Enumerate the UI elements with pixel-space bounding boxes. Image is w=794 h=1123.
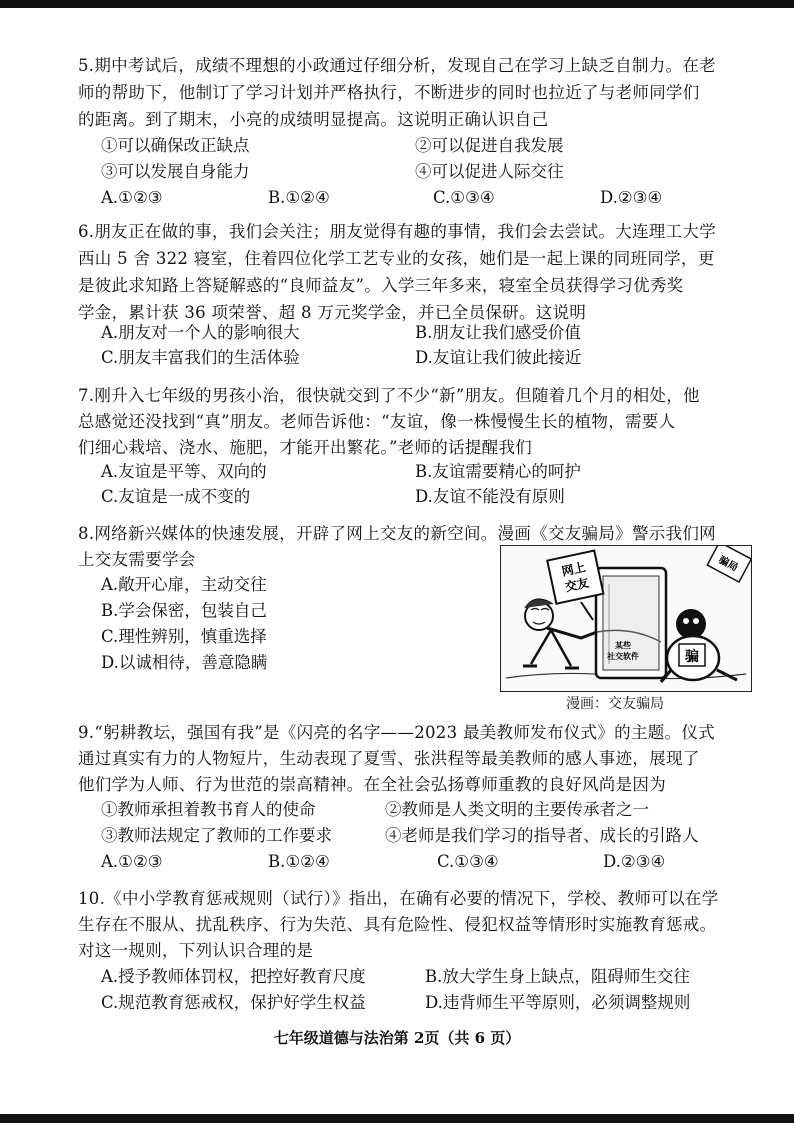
question-8-choice-d: D.以诚相待，善意隐瞒 — [101, 653, 268, 672]
question-9-item: ②教师是人类文明的主要传承者之一 — [385, 800, 649, 819]
question-9-item: ①教师承担着教书育人的使命 — [101, 800, 316, 819]
question-7-stem: 们细心栽培、浇水、施肥，才能开出繁花。”老师的话提醒我们 — [78, 438, 533, 457]
cartoon-illustration — [500, 545, 752, 692]
question-9-item: ③教师法规定了教师的工作要求 — [101, 826, 332, 845]
question-5-item: ③可以发展自身能力 — [101, 162, 250, 181]
question-6-choice-d: D.友谊让我们彼此接近 — [415, 348, 582, 367]
question-7-choice-d: D.友谊不能没有原则 — [415, 487, 565, 506]
cartoon-bag-label: 骗 — [685, 649, 699, 665]
cartoon-drawing — [501, 546, 751, 691]
question-5-choice-c: C.①③④ — [433, 188, 495, 207]
question-9-stem: 9.“躬耕教坛，强国有我”是《闪亮的名字——2023 最美教师发布仪式》的主题。仪式 — [78, 723, 715, 742]
question-5-stem: 师的帮助下，他制订了学习计划并严格执行，不断进步的同时也拉近了与老师同学们 — [78, 83, 700, 102]
cartoon-screen-label: 社交软件 — [607, 652, 639, 661]
question-9-choice-c: C.①③④ — [437, 852, 499, 871]
question-9-stem: 他们学为人师、行为世范的崇高精神。在全社会弘扬尊师重教的良好风尚是因为 — [78, 775, 666, 794]
question-10-choice-a: A.授予教师体罚权，把控好教育尺度 — [101, 967, 366, 986]
question-5-choice-d: D.②③④ — [600, 188, 663, 207]
question-8-stem: 上交友需要学会 — [78, 550, 196, 569]
question-8-choice-c: C.理性辨别，慎重选择 — [101, 627, 267, 646]
question-8-choice-b: B.学会保密，包装自己 — [101, 601, 267, 620]
question-7-choice-a: A.友谊是平等、双向的 — [101, 462, 267, 481]
cartoon-caption: 漫画：交友骗局 — [566, 696, 664, 712]
question-10-stem: 对这一规则，下列认识合理的是 — [78, 941, 314, 960]
question-9-item: ④老师是我们学习的指导者、成长的引路人 — [385, 826, 699, 845]
question-7-choice-b: B.友谊需要精心的呵护 — [415, 462, 581, 481]
question-5-item: ④可以促进人际交往 — [415, 162, 564, 181]
cartoon-screen-label: 某些 — [615, 641, 631, 650]
question-10-choice-b: B.放大学生身上缺点，阻碍师生交往 — [425, 967, 690, 986]
question-6-stem: 西山 5 舍 322 寝室，住着四位化学工艺专业的女孩，她们是一起上课的同班同学，更 — [78, 249, 715, 268]
cartoon-corner-label: 骗局 — [716, 554, 740, 574]
question-9-stem: 通过真实有力的人物短片，生动表现了夏雪、张洪程等最美教师的感人事迹，展现了 — [78, 749, 700, 768]
bottom-border — [0, 1114, 794, 1123]
question-6-stem: 学金，累计获 36 项荣誉、超 8 万元奖学金，并已全员保研。这说明 — [78, 303, 587, 322]
question-10-choice-d: D.违背师生平等原则，必须调整规则 — [425, 993, 691, 1012]
question-5-choice-b: B.①②④ — [268, 188, 330, 207]
cartoon-sign-label: 交友 — [563, 575, 591, 595]
page-footer: 七年级道德与法治第 2页（共 6 页） — [273, 1029, 521, 1047]
question-6-choice-a: A.朋友对一个人的影响很大 — [101, 323, 300, 342]
question-7-stem: 总感觉还没找到“真”朋友。老师告诉他：“友谊，像一株慢慢生长的植物，需要人 — [78, 412, 676, 431]
question-5-stem: 的距离。到了期末，小亮的成绩明显提高。这说明正确认识自己 — [78, 110, 549, 129]
question-9-choice-b: B.①②④ — [268, 852, 330, 871]
question-7-stem: 7.刚升入七年级的男孩小治，很快就交到了不少“新”朋友。但随着几个月的相处，他 — [78, 386, 700, 405]
cartoon-sign-label: 网上 — [560, 559, 587, 579]
question-6-stem: 6.朋友正在做的事，我们会关注；朋友觉得有趣的事情，我们会去尝试。大连理工大学 — [78, 222, 716, 241]
question-7-choice-c: C.友谊是一成不变的 — [101, 487, 251, 506]
question-5-item: ①可以确保改正缺点 — [101, 136, 250, 155]
question-8-choice-a: A.敞开心扉，主动交往 — [101, 575, 267, 594]
question-6-stem: 是彼此求知路上答疑解惑的“良师益友”。入学三年多来，寝室全员获得学习优秀奖 — [78, 276, 684, 295]
question-6-choice-c: C.朋友丰富我们的生活体验 — [101, 348, 300, 367]
question-10-stem: 10.《中小学教育惩戒规则（试行）》指出，在确有必要的情况下，学校、教师可以在学 — [78, 889, 719, 908]
question-5-stem: 5.期中考试后，成绩不理想的小政通过仔细分析，发现自己在学习上缺乏自制力。在老 — [78, 56, 716, 75]
question-9-choice-a: A.①②③ — [101, 852, 163, 871]
question-10-choice-c: C.规范教育惩戒权，保护好学生权益 — [101, 993, 366, 1012]
question-9-choice-d: D.②③④ — [603, 852, 666, 871]
question-8-stem: 8.网络新兴媒体的快速发展，开辟了网上交友的新空间。漫画《交友骗局》警示我们网 — [78, 524, 716, 543]
question-5-item: ②可以促进自我发展 — [415, 136, 564, 155]
question-6-choice-b: B.朋友让我们感受价值 — [415, 323, 581, 342]
question-5-choice-a: A.①②③ — [101, 188, 163, 207]
question-10-stem: 生存在不服从、扰乱秩序、行为失范、具有危险性、侵犯权益等情形时实施教育惩戒。 — [78, 915, 717, 934]
